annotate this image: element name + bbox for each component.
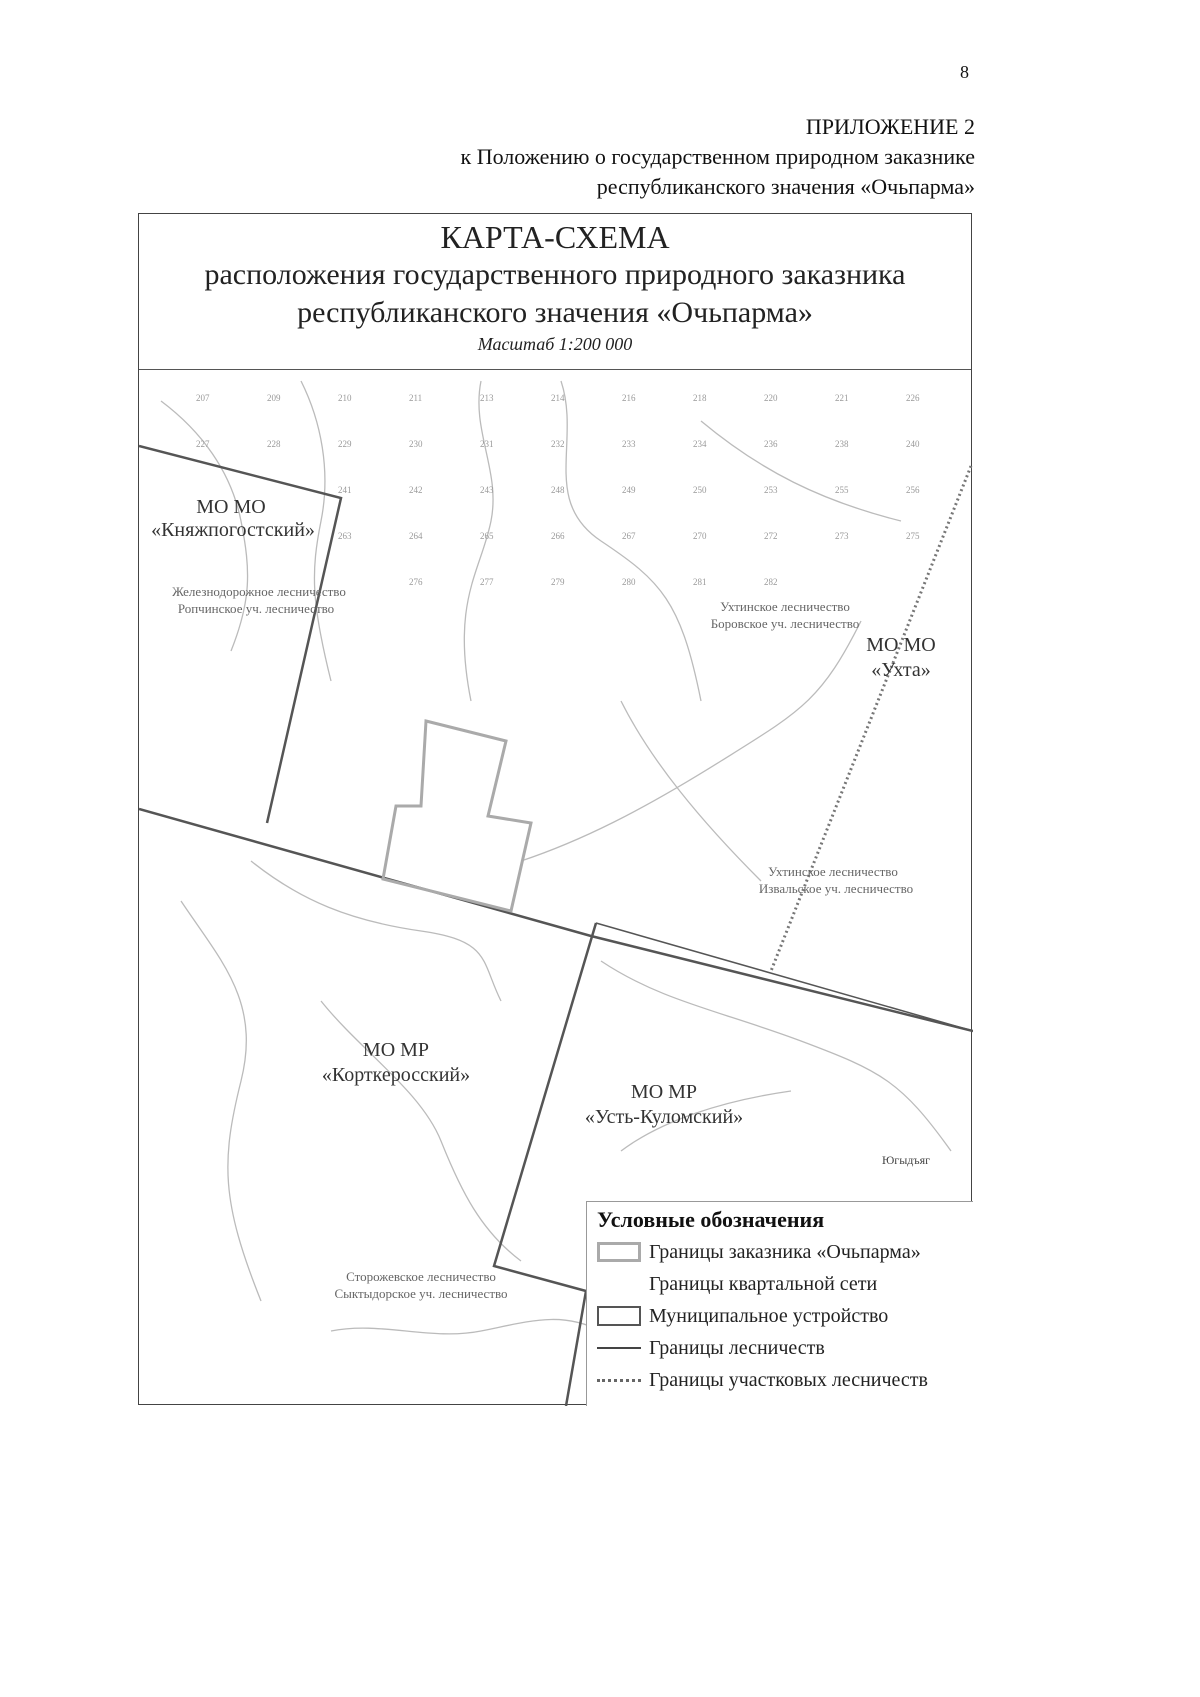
quarter-number: 207 [196,393,210,403]
quarter-number: 210 [338,393,352,403]
appendix-line2: республиканского значения «Очьпарма» [596,174,975,199]
forestry-labels [172,584,913,1301]
map-title-block [139,214,971,370]
ust-kulom-boundary [494,923,596,1291]
quarter-number: 214 [551,393,565,403]
appendix-title: ПРИЛОЖЕНИЕ 2 [805,114,975,139]
region-label: МО МО [866,634,936,656]
quarter-number: 213 [480,393,494,403]
region-label: «Княжпогостский» [151,519,315,541]
map-scheme [138,213,972,1405]
quarter-number: 270 [693,531,707,541]
settlement-label: Югыдъяг [881,1153,931,1167]
legend-label: Границы участковых лесничеств [649,1368,928,1391]
map-subtitle-1: расположения государственного природного заказника [204,258,906,291]
quarter-number: 238 [835,439,849,449]
quarter-number: 230 [409,439,423,449]
quarter-number: 266 [551,531,565,541]
legend-item [597,1300,963,1332]
quarter-number: 229 [338,439,352,449]
quarter-number: 228 [267,439,281,449]
quarter-number: 265 [480,531,494,541]
quarter-number: 248 [551,485,565,495]
quarter-number: 234 [693,439,707,449]
map-title: КАРТА-СХЕМА [440,219,670,255]
quarter-number: 277 [480,577,494,587]
quarter-number: 279 [551,577,565,587]
quarter-number: 272 [764,531,778,541]
quarter-number: 211 [409,393,423,403]
quarter-number: 243 [480,485,494,495]
quarter-number: 231 [480,439,494,449]
legend-label: Границы лесничеств [649,1336,825,1359]
region-label: МО МР [630,1081,698,1103]
quarter-number: 236 [764,439,778,449]
legend-title: Условные обозначения [597,1207,825,1232]
quarter-number: 263 [338,531,352,541]
quarter-number: 232 [551,439,565,449]
region-label: «Усть-Куломский» [584,1106,744,1128]
forestry-label: Боровское уч. лесничество [710,616,860,631]
legend-label: Границы заказника «Очьпарма» [649,1240,921,1263]
quarter-number: 250 [693,485,707,495]
page-number: 8 [960,62,969,82]
quarter-number: 216 [622,393,636,403]
quarter-number: 275 [906,531,920,541]
region-label: «Корткеросский» [321,1064,471,1086]
forestry-label: Железнодорожное лесничество [172,584,346,599]
quarter-number: 233 [622,439,636,449]
map-subtitle-2: республиканского значения «Очьпарма» [297,296,813,329]
legend-item [597,1268,963,1300]
region-label: МО МО [196,496,266,518]
legend-item [597,1364,963,1396]
legend-label: Границы квартальной сети [649,1272,878,1295]
quarter-number: 242 [409,485,423,495]
quarter-number: 276 [409,577,423,587]
quarter-number: 280 [622,577,636,587]
quarter-number: 282 [764,577,778,587]
dotted-line-symbol [597,1379,641,1382]
forestry-label: Сторожевское лесничество [346,1269,496,1284]
forestry-label: Сыктыдорское уч. лесничество [334,1286,508,1301]
quarter-number: 281 [693,577,707,587]
quarter-number: 249 [622,485,636,495]
region-label: МО МР [362,1039,430,1061]
municipal-boundary-top [596,923,973,1031]
quarter-number: 273 [835,531,849,541]
quarter-number: 253 [764,485,778,495]
zakaznik-symbol [597,1242,641,1262]
quarter-number: 256 [906,485,920,495]
quarter-number: 221 [835,393,849,403]
quarter-number: 209 [267,393,281,403]
forestry-label: Ухтинское лесничество [720,599,850,614]
forestry-label: Ропчинское уч. лесничество [177,601,335,616]
forestry-label: Ухтинское лесничество [768,864,898,879]
quarter-number: 226 [906,393,920,403]
legend-item [597,1236,963,1268]
municipal-boundary [566,1291,586,1406]
quarter-number: 220 [764,393,778,403]
forestry-boundary [139,809,973,1031]
quarter-number: 240 [906,439,920,449]
quarter-symbol [597,1274,641,1294]
appendix-line1: к Положению о государственном природном заказнике [460,144,975,169]
legend-item [597,1332,963,1364]
forestry-line-symbol [597,1347,641,1349]
quarter-number: 218 [693,393,707,403]
quarter-number: 227 [196,439,210,449]
forestry-label: Извальское уч. лесничество [758,881,914,896]
legend-label: Муниципальное устройство [649,1304,889,1327]
quarter-number: 267 [622,531,636,541]
quarter-number: 264 [409,531,423,541]
region-label: «Ухта» [871,659,931,681]
quarter-number: 255 [835,485,849,495]
legend [586,1201,973,1406]
map-scale: Масштаб 1:200 000 [477,334,633,354]
municipal-symbol [597,1306,641,1326]
quarter-number: 241 [338,485,352,495]
